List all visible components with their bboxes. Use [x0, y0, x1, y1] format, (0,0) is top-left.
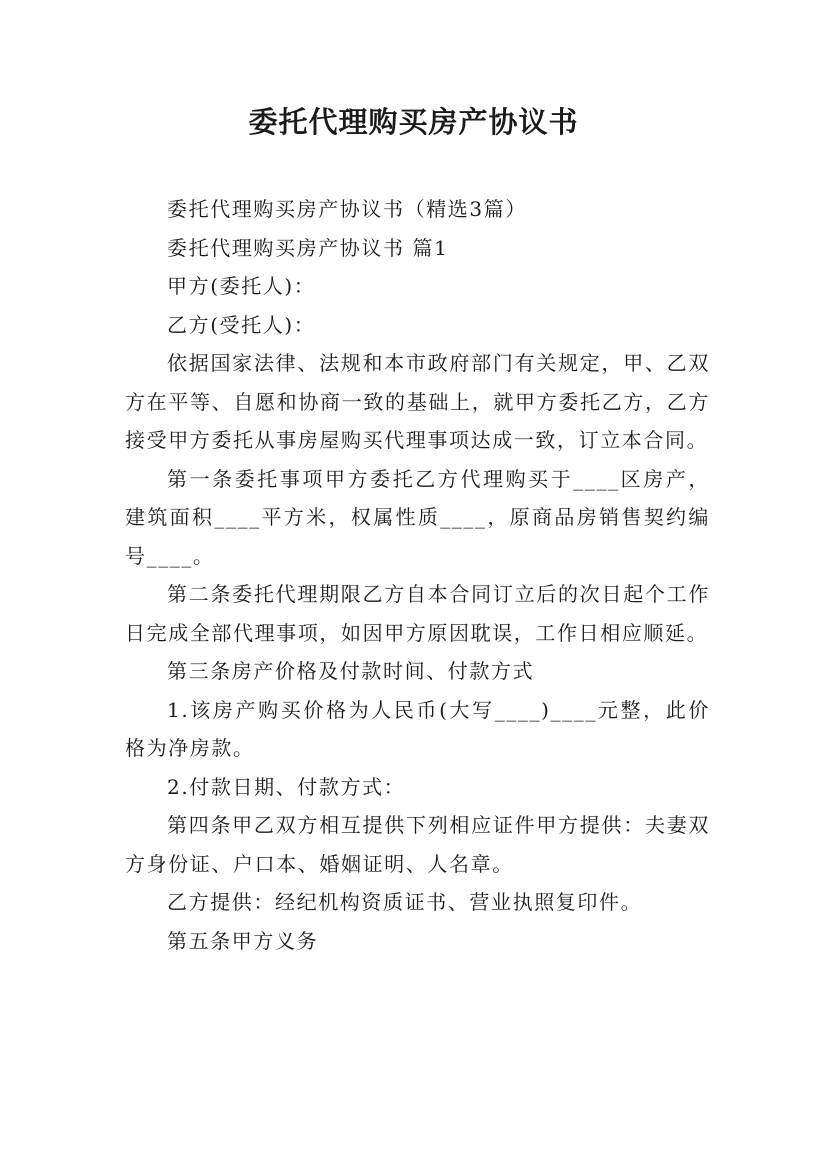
- paragraph-article-5: 第五条甲方义务: [167, 928, 319, 953]
- paragraph-article-2: 第二条委托代理期限乙方自本合同订立后的次日起个工作日完成全部代理事项，如因甲方原因耽误，工作日相应顺延。: [125, 582, 710, 645]
- paragraph-preamble: 依据国家法律、法规和本市政府部门有关规定，甲、乙双方在平等、自愿和协商一致的基础上，就甲方委托乙方，乙方接受甲方委托从事房屋购买代理事项达成一致，订立本合同。: [125, 351, 710, 452]
- paragraph-party-a: 甲方(委托人)：: [167, 274, 316, 298]
- document-title: 委托代理购买房产协议书: [248, 105, 579, 139]
- paragraph-party-b: 乙方(受托人)：: [167, 312, 316, 337]
- paragraph-article-1: 第一条委托事项甲方委托乙方代理购买于____区房产，建筑面积____平方米，权属性质____，原商品房销售契约编号____。: [125, 466, 710, 568]
- paragraph-section-heading: 委托代理购买房产协议书 篇1: [167, 235, 449, 260]
- paragraph-article-4: 第四条甲乙双方相互提供下列相应证件甲方提供：夫妻双方身份证、户口本、婚姻证明、人名章。: [125, 813, 710, 876]
- paragraph-article-3-item-2: 2.付款日期、付款方式：: [167, 774, 406, 799]
- paragraph-subtitle: 委托代理购买房产协议书（精选3篇）: [167, 197, 527, 221]
- document-body: [125, 190, 710, 960]
- paragraph-party-b-provides: 乙方提供：经纪机构资质证书、营业执照复印件。: [167, 890, 643, 914]
- paragraph-article-3: 第三条房产价格及付款时间、付款方式: [167, 659, 535, 683]
- paragraph-article-3-item-1: 1.该房产购买价格为人民币(大写____)____元整，此价格为净房款。: [125, 697, 710, 760]
